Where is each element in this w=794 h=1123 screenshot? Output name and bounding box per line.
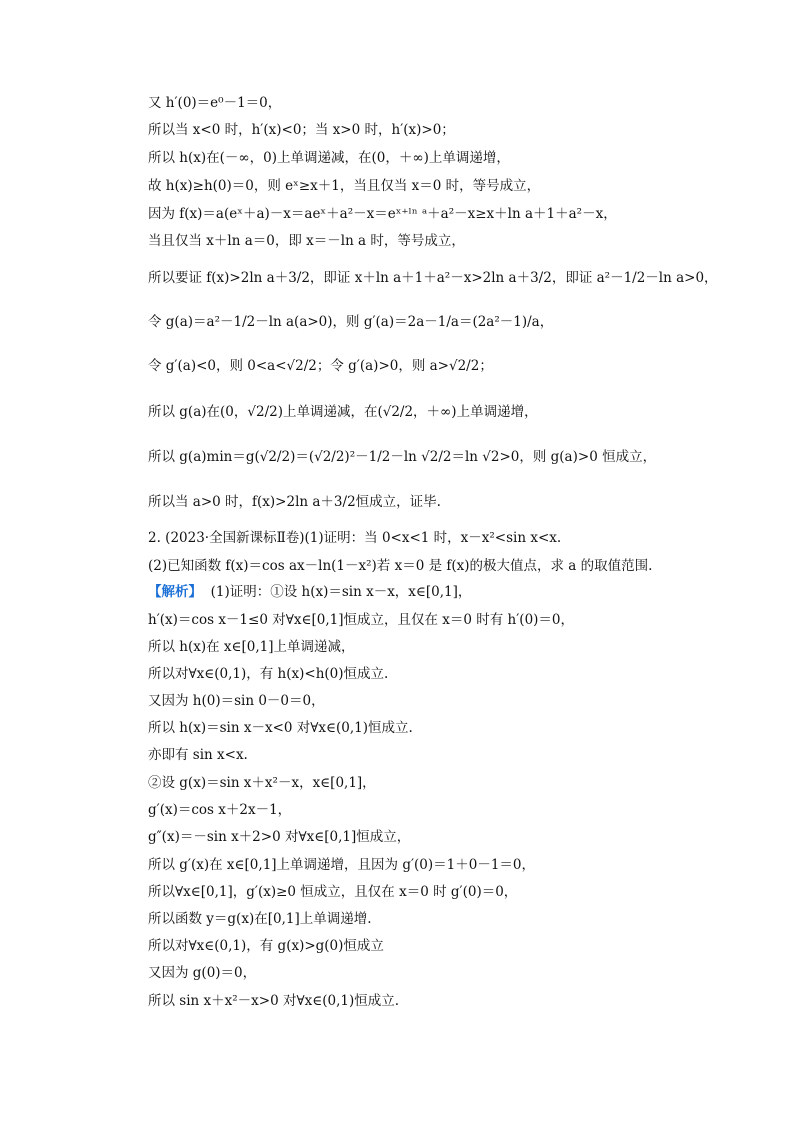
text-line: g′(x)＝cos x＋2x－1， <box>148 802 292 818</box>
analysis-tag: 【解析】 <box>148 584 202 600</box>
text-line: 所以对∀x∈(0,1)，有 h(x)<h(0)恒成立. <box>148 666 389 682</box>
text-line: 令 g(a)＝a²－1/2－ln a(a>0)，则 g′(a)＝2a－1/a＝(2a²－1)/a， <box>148 314 554 330</box>
text-line: 所以要证 f(x)>2ln a＋3/2，即证 x＋ln a＋1＋a²－x>2ln a＋3/2，即证 a²－1/2－ln a>0， <box>148 270 718 286</box>
text-line: 故 h(x)≥h(0)＝0，则 eˣ≥x＋1，当且仅当 x＝0 时，等号成立， <box>148 178 541 194</box>
text-line: 所以对∀x∈(0,1)，有 g(x)>g(0)恒成立 <box>148 938 384 954</box>
text-line: 所以 g(a)在(0，√2/2)上单调递减，在(√2/2，＋∞)上单调递增， <box>148 404 538 420</box>
text-line: (1)证明：①设 h(x)＝sin x－x，x∈[0,1]， <box>210 584 472 600</box>
text-line: 所以 g(a)min＝g(√2/2)＝(√2/2)²－1/2－ln √2/2＝ln √2>0，则 g(a)>0 恒成立， <box>148 449 657 465</box>
question-part-2: (2)已知函数 f(x)＝cos ax－ln(1－x²)若 x＝0 是 f(x)的极大值点，求 a 的取值范围. <box>148 558 653 574</box>
solution-start <box>148 582 471 602</box>
text-line: 所以∀x∈[0,1]，g′(x)≥0 恒成立，且仅在 x＝0 时 g′(0)＝0， <box>148 884 518 900</box>
text-line: 又 h′(0)＝e⁰－1＝0， <box>148 95 282 111</box>
text-line: 所以 h(x)在 x∈[0,1]上单调递减， <box>148 639 355 655</box>
text-line: 所以函数 y＝g(x)在[0,1]上单调递增. <box>148 911 372 927</box>
text-line: 因为 f(x)＝a(eˣ＋a)－x＝aeˣ＋a²－x＝eˣ⁺ˡⁿ ᵃ＋a²－x≥x＋ln a＋1＋a²－x， <box>148 206 617 222</box>
text-line: 所以 h(x)＝sin x－x<0 对∀x∈(0,1)恒成立. <box>148 720 413 736</box>
text-line: h′(x)＝cos x－1≤0 对∀x∈[0,1]恒成立，且仅在 x＝0 时有 h′(0)＝0， <box>148 612 575 628</box>
text-line: 所以当 x<0 时，h′(x)<0；当 x>0 时，h′(x)>0； <box>148 122 455 138</box>
question-title: 2. (2023·全国新课标Ⅱ卷)(1)证明：当 0<x<1 时，x－x²<sin x<x. <box>148 530 562 546</box>
text-line: 所以 sin x＋x²－x>0 对∀x∈(0,1)恒成立. <box>148 993 400 1009</box>
text-line: 当且仅当 x＋ln a＝0，即 x＝－ln a 时，等号成立， <box>148 233 465 249</box>
text-line: 所以 g′(x)在 x∈[0,1]上单调递增，且因为 g′(0)＝1＋0－1＝0， <box>148 857 536 873</box>
text-line: 所以 h(x)在(－∞，0)上单调递减，在(0，＋∞)上单调递增， <box>148 150 510 166</box>
text-line: 所以当 a>0 时，f(x)>2ln a＋3/2恒成立，证毕. <box>148 494 441 510</box>
text-line: ②设 g(x)＝sin x＋x²－x，x∈[0,1]， <box>148 775 376 791</box>
text-line: 又因为 g(0)＝0， <box>148 965 257 981</box>
text-line: 又因为 h(0)＝sin 0－0＝0， <box>148 693 325 709</box>
text-line: g″(x)＝－sin x＋2>0 对∀x∈[0,1]恒成立， <box>148 829 411 845</box>
text-line: 令 g′(a)<0，则 0<a<√2/2；令 g′(a)>0，则 a>√2/2； <box>148 358 493 374</box>
text-line: 亦即有 sin x<x. <box>148 747 248 763</box>
